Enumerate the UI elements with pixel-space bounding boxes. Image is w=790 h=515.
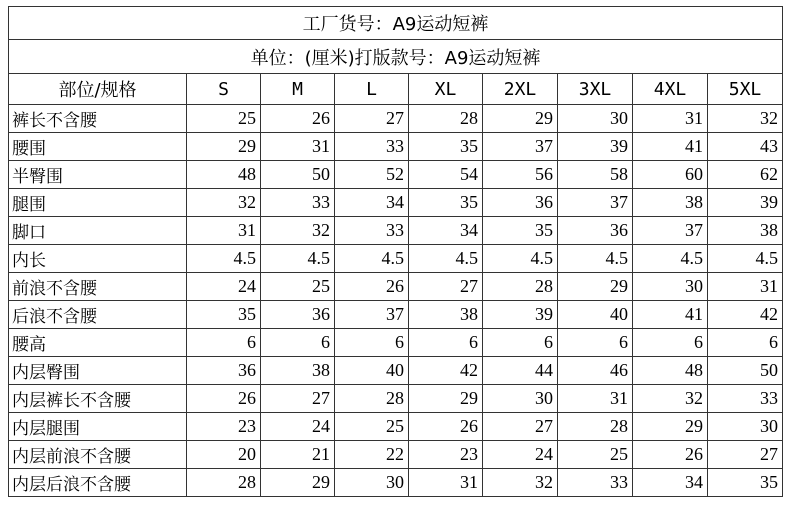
measurement-value: 40 [335,357,409,385]
measurement-value: 35 [409,133,483,161]
measurement-value: 27 [335,105,409,133]
size-header: 3XL [558,74,633,105]
measurement-name: 内层腿围 [9,413,187,441]
measurement-value: 33 [708,385,783,413]
measurement-value: 44 [483,357,558,385]
measurement-value: 32 [483,469,558,497]
measurement-value: 56 [483,161,558,189]
measurement-name: 腿围 [9,189,187,217]
measurement-value: 6 [708,329,783,357]
title-row [9,7,783,40]
measurement-value: 25 [187,105,261,133]
measurement-value: 36 [187,357,261,385]
measurement-value: 37 [633,217,708,245]
table-row [9,301,783,329]
measurement-value: 27 [483,413,558,441]
measurement-value: 31 [558,385,633,413]
measurement-value: 4.5 [409,245,483,273]
measurement-value: 35 [409,189,483,217]
table-row [9,385,783,413]
measurement-value: 24 [261,413,335,441]
measurement-value: 6 [335,329,409,357]
table-row [9,357,783,385]
size-header: 5XL [708,74,783,105]
measurement-value: 39 [483,301,558,329]
measurement-value: 31 [633,105,708,133]
measurement-value: 6 [409,329,483,357]
measurement-name: 腰高 [9,329,187,357]
measurement-value: 29 [187,133,261,161]
measurement-value: 28 [335,385,409,413]
size-chart-table [8,6,783,497]
measurement-value: 33 [335,133,409,161]
measurement-name: 内层臀围 [9,357,187,385]
measurement-value: 35 [483,217,558,245]
measurement-value: 42 [409,357,483,385]
measurement-value: 37 [335,301,409,329]
measurement-value: 58 [558,161,633,189]
measurement-value: 37 [483,133,558,161]
measurement-name: 内长 [9,245,187,273]
measurement-name: 前浪不含腰 [9,273,187,301]
measurement-value: 22 [335,441,409,469]
measurement-value: 62 [708,161,783,189]
measurement-value: 52 [335,161,409,189]
measurement-value: 31 [409,469,483,497]
measurement-value: 26 [261,105,335,133]
measurement-value: 37 [558,189,633,217]
measurement-value: 34 [633,469,708,497]
measurement-value: 4.5 [483,245,558,273]
measurement-value: 33 [335,217,409,245]
measurement-value: 39 [708,189,783,217]
unit-line: 单位：(厘米)打版款号：A9运动短裤 [9,40,783,74]
measurement-name: 内层裤长不含腰 [9,385,187,413]
measurement-value: 27 [409,273,483,301]
measurement-value: 26 [633,441,708,469]
measurement-value: 6 [633,329,708,357]
measurement-value: 38 [261,357,335,385]
measurement-value: 4.5 [261,245,335,273]
measurement-value: 25 [261,273,335,301]
measurement-value: 28 [483,273,558,301]
measurement-value: 24 [483,441,558,469]
part-header: 部位/规格 [9,74,187,105]
measurement-value: 4.5 [558,245,633,273]
measurement-value: 30 [558,105,633,133]
table-row [9,161,783,189]
measurement-value: 4.5 [187,245,261,273]
measurement-value: 27 [708,441,783,469]
measurement-value: 20 [187,441,261,469]
measurement-name: 后浪不含腰 [9,301,187,329]
measurement-value: 25 [335,413,409,441]
measurement-value: 28 [187,469,261,497]
measurement-value: 28 [409,105,483,133]
measurement-value: 23 [409,441,483,469]
table-row [9,469,783,497]
table-row [9,217,783,245]
measurement-value: 48 [187,161,261,189]
table-row [9,245,783,273]
measurement-value: 46 [558,357,633,385]
measurement-value: 32 [708,105,783,133]
measurement-name: 内层前浪不含腰 [9,441,187,469]
measurement-value: 32 [261,217,335,245]
measurement-value: 30 [708,413,783,441]
measurement-value: 23 [187,413,261,441]
measurement-value: 25 [558,441,633,469]
measurement-value: 36 [558,217,633,245]
measurement-value: 4.5 [633,245,708,273]
measurement-name: 内层后浪不含腰 [9,469,187,497]
measurement-value: 35 [187,301,261,329]
measurement-value: 29 [261,469,335,497]
measurement-value: 40 [558,301,633,329]
measurement-value: 48 [633,357,708,385]
size-header: XL [409,74,483,105]
measurement-value: 60 [633,161,708,189]
measurement-value: 27 [261,385,335,413]
measurement-value: 29 [633,413,708,441]
measurement-value: 50 [708,357,783,385]
measurement-value: 32 [187,189,261,217]
measurement-value: 43 [708,133,783,161]
measurement-value: 38 [409,301,483,329]
header-row [9,74,783,105]
measurement-value: 21 [261,441,335,469]
measurement-value: 26 [335,273,409,301]
measurement-value: 4.5 [335,245,409,273]
table-row [9,273,783,301]
measurement-name: 脚口 [9,217,187,245]
measurement-value: 38 [708,217,783,245]
measurement-value: 54 [409,161,483,189]
table-row [9,189,783,217]
measurement-value: 31 [187,217,261,245]
size-header: L [335,74,409,105]
measurement-value: 41 [633,301,708,329]
size-header: S [187,74,261,105]
unit-row [9,40,783,74]
measurement-value: 4.5 [708,245,783,273]
measurement-value: 31 [708,273,783,301]
measurement-value: 36 [483,189,558,217]
measurement-value: 34 [409,217,483,245]
measurement-value: 42 [708,301,783,329]
measurement-value: 29 [558,273,633,301]
measurement-value: 32 [633,385,708,413]
measurement-value: 35 [708,469,783,497]
measurement-value: 31 [261,133,335,161]
measurement-value: 26 [409,413,483,441]
measurement-value: 29 [409,385,483,413]
measurement-value: 36 [261,301,335,329]
measurement-value: 50 [261,161,335,189]
measurement-value: 34 [335,189,409,217]
measurement-name: 半臀围 [9,161,187,189]
measurement-value: 30 [335,469,409,497]
measurement-value: 38 [633,189,708,217]
measurement-value: 30 [633,273,708,301]
size-header: M [261,74,335,105]
measurement-value: 33 [558,469,633,497]
measurement-value: 41 [633,133,708,161]
measurement-value: 6 [558,329,633,357]
measurement-name: 裤长不含腰 [9,105,187,133]
measurement-value: 24 [187,273,261,301]
table-title: 工厂货号：A9运动短裤 [9,7,783,40]
size-chart-sheet [8,6,782,497]
measurement-value: 6 [187,329,261,357]
table-row [9,413,783,441]
size-header: 2XL [483,74,558,105]
table-row [9,105,783,133]
measurement-value: 26 [187,385,261,413]
measurement-value: 29 [483,105,558,133]
size-header: 4XL [633,74,708,105]
size-chart-body [9,7,783,497]
table-row [9,133,783,161]
measurement-value: 33 [261,189,335,217]
measurement-name: 腰围 [9,133,187,161]
measurement-value: 6 [483,329,558,357]
measurement-value: 6 [261,329,335,357]
table-row [9,441,783,469]
table-row [9,329,783,357]
measurement-value: 39 [558,133,633,161]
measurement-value: 30 [483,385,558,413]
measurement-value: 28 [558,413,633,441]
